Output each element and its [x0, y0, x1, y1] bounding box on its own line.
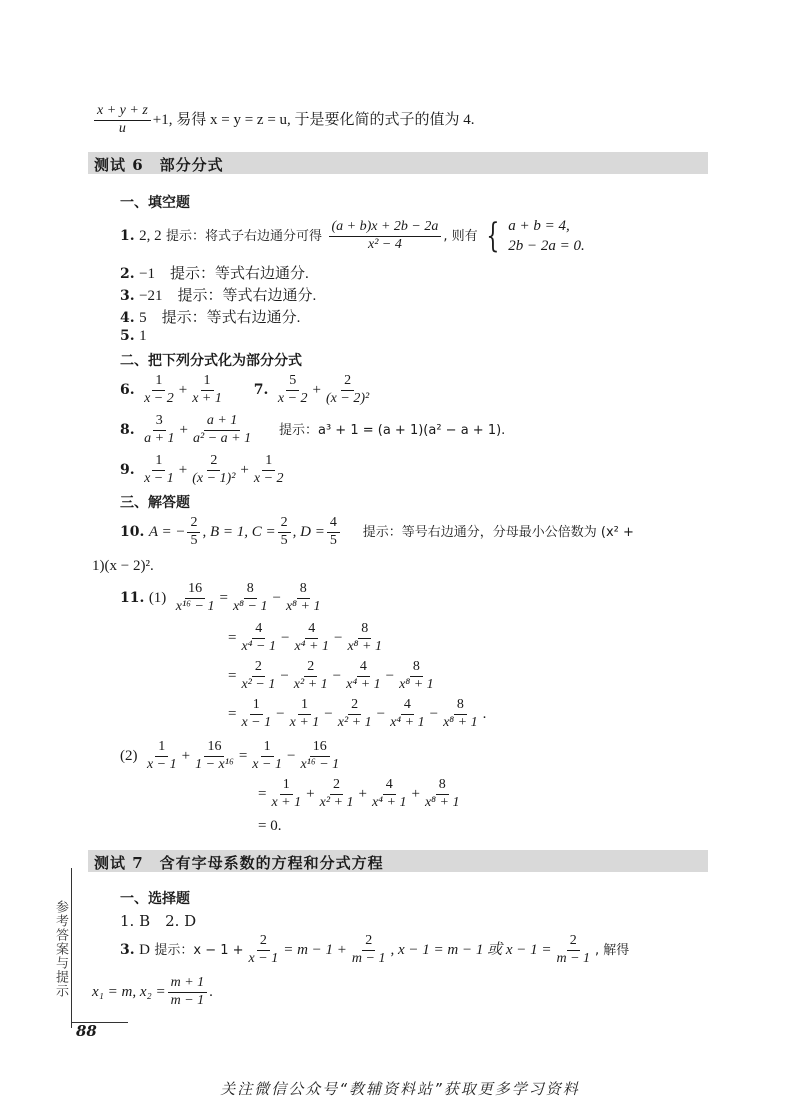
q9-row: 9. $\frac{1}{x - 1}$ + $\frac{2}{\text{(x − 1)²}}$ + $\frac{1}{x - 2}$: [120, 453, 284, 486]
q1-fraction: $\frac{(a + b)x + 2b - 2a}{\text{x² − 4}}$: [329, 220, 442, 252]
q11-part2-line2: = $\frac{1}{x + 1}$ + $\frac{2}{\text{x² + 1}}$ + $\frac{4}{\text{x⁴ + 1}}$ + $\frac{8}{\text{x⁸ + 1}}$: [258, 777, 460, 810]
test6-section3-heading: 三、解答题: [120, 495, 190, 511]
test7-q1-q2-row: 1. B 2. D: [120, 912, 197, 930]
test7-section1-heading: 一、选择题: [120, 891, 190, 907]
q2-row: 2. −1 提示：等式右边通分.: [120, 266, 309, 282]
test7-title: 测试 7 含有字母系数的方程和分式方程: [94, 854, 384, 872]
intro-fraction: $\frac{x + y + z}{u}$: [94, 104, 151, 136]
intro-line: $\frac{x + y + z}{u}$ +1, 易得 x = y = z = u, 于是要化简的式子的值为 4.: [92, 104, 475, 136]
q11-part2-result: = 0.: [258, 818, 282, 834]
q5-row: 5. 1: [120, 328, 147, 344]
q6-q7-row: 6. $\frac{1}{x - 2}$ + $\frac{1}{x + 1}$ 7. $\frac{5}{x - 2}$ + $\frac{2}{\text{(x − 2)²}}$: [120, 373, 370, 406]
q11-part2-line1: (2) $\frac{1}{x - 1}$ + $\frac{16}{\text{1 − x¹⁶}}$ = $\frac{1}{x - 1}$ − $\frac{16}{\text{x¹⁶ − 1}}$: [120, 739, 340, 772]
test6-section2-heading: 二、把下列分式化为部分分式: [120, 353, 302, 369]
test6-section1-heading: 一、填空题: [120, 195, 190, 211]
q1-row: 1. 2, 2 提示：将式子右边通分可得 $\frac{(a + b)x + 2b - 2a}{\text{x² − 4}}$ , 则有 { a + b = 4, 2b − 2a = 0.: [120, 216, 585, 256]
q11-part1-line2: = $\frac{4}{\text{x⁴ − 1}}$ − $\frac{4}{\text{x⁴ + 1}}$ − $\frac{8}{\text{x⁸ + 1}}$: [228, 621, 382, 654]
q10-continuation: 1)(x − 2)².: [92, 558, 154, 574]
test7-q3-continuation: x₁ = m, x₂ = $\frac{m + 1}{m - 1}$ .: [92, 975, 213, 1008]
q8-row: 8. $\frac{3}{a + 1}$ + $\frac{a + 1}{\text{a² − a + 1}}$ 提示：a³ + 1 = (a + 1)(a² − a + 1).: [120, 413, 506, 446]
left-brace-icon: {: [486, 216, 500, 256]
q11-part1-line4: = $\frac{1}{x - 1}$ − $\frac{1}{x + 1}$ − $\frac{2}{\text{x² + 1}}$ − $\frac{4}{\text{x⁴ + 1}}$ − $\frac{8}{\text{x⁸ + 1}}$ .: [228, 697, 487, 730]
q11-part1-line1: 11. (1) $\frac{16}{\text{x¹⁶ − 1}}$ = $\frac{8}{\text{x⁸ − 1}}$ − $\frac{8}{\text{x⁸ + 1}}$: [120, 581, 321, 614]
q3-row: 3. −21 提示：等式右边通分.: [120, 288, 317, 304]
q1-system: a + b = 4, 2b − 2a = 0.: [508, 218, 585, 254]
sidebar-label: 参考答案与提示: [53, 900, 68, 998]
test6-title: 测试 6 部分分式: [94, 156, 224, 174]
q4-row: 4. 5 提示：等式右边通分.: [120, 310, 301, 326]
q10-row: 10. A = − $\frac{2}{5}$ , B = 1, C = $\frac{2}{5}$ , D = $\frac{4}{5}$ 提示：等号右边通分，分母最小公倍数为 (x² +: [120, 515, 634, 548]
page-number: 88: [76, 1022, 97, 1040]
q11-part1-line3: = $\frac{2}{\text{x² − 1}}$ − $\frac{2}{\text{x² + 1}}$ − $\frac{4}{\text{x⁴ + 1}}$ − $\frac{8}{\text{x⁸ + 1}}$: [228, 659, 434, 692]
test7-q3-row: 3. D 提示：x − 1 + $\frac{2}{x - 1}$ = m − 1 + $\frac{2}{m - 1}$ , x − 1 = m − 1 或 x − 1 = $\frac{2}{m - 1}$ , 解得: [120, 933, 630, 966]
footer-note: 关注微信公众号“教辅资料站”获取更多学习资料: [220, 1080, 580, 1098]
